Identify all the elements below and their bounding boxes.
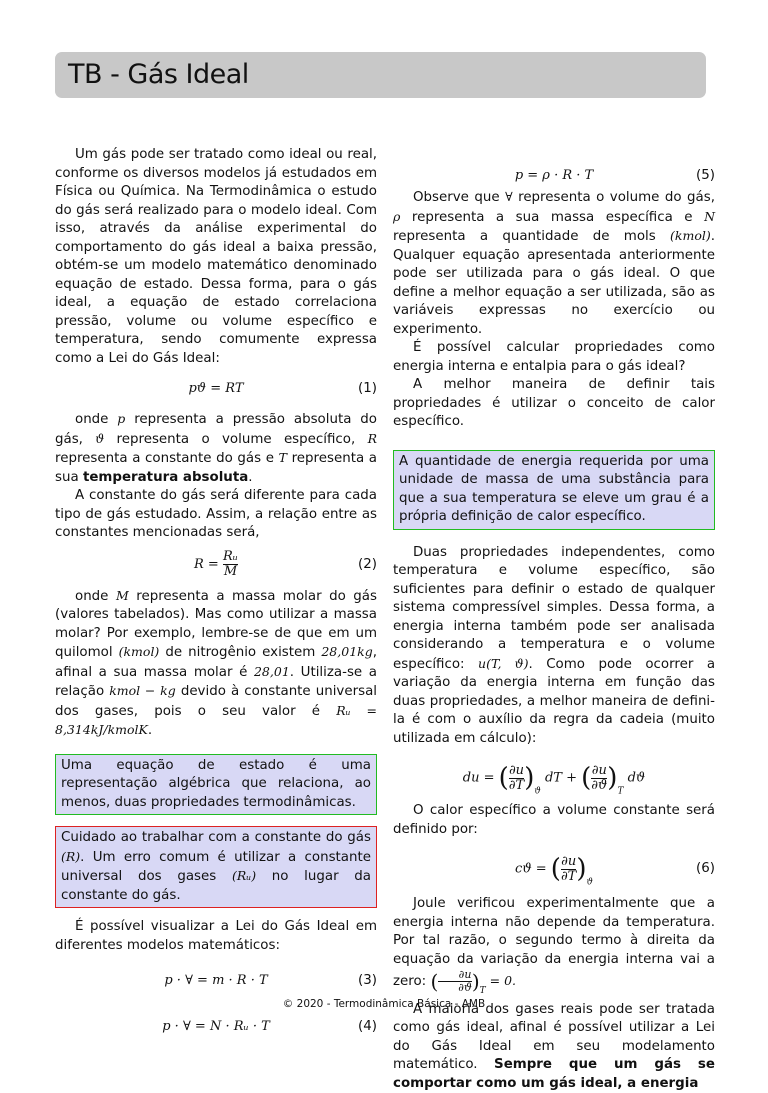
- equation-2: R = $\frac{\text{Rᵤ}}{M}$ (2): [55, 547, 377, 583]
- equation-1: [55, 377, 377, 401]
- definition-box-green: Uma equação de estado é uma representação algébrica que relaciona, ao menos, duas propriedades termodinâmicas.: [55, 754, 377, 816]
- equation-1-formula: pϑ = RT: [188, 381, 243, 396]
- equation-5: p = ρ · R · T (5): [393, 164, 715, 188]
- equation-3: p · ∀ = m · R · T (3): [55, 969, 377, 993]
- variables-paragraph: onde p representa a pressão absoluta do gás, ϑ representa o volume específico, R representa a constante do gás e T representa a sua temperatura absoluta.: [55, 410, 377, 487]
- real-gases-paragraph: A maioria dos gases reais pode ser tratada como gás ideal, afinal é possível utilizar a Lei do Gás Ideal em seu modelamento matemático. Sempre que um gás se comportar como um gás ideal, a energia: [393, 1001, 715, 1093]
- specific-heat-paragraph: A melhor maneira de definir tais propriedades é utilizar o conceito de calor específico.: [393, 376, 715, 432]
- equation-5-number: (5): [696, 164, 715, 188]
- equation-4: p · ∀ = N · Rᵤ · T (4): [55, 1015, 377, 1039]
- intro-paragraph: Um gás pode ser tratado como ideal ou real, conforme os diversos modelos já estudados em Física ou Química. Na Termodinâmica o estudo do gás será realizado para o modelo ideal. Com isso, através da análise experimental do comportamento do gás ideal a baixa pressão, obtém-se um modelo matemático denominado equação de estado. Dessa forma, para o gás ideal, a equação de estado correlaciona pressão, volume ou volume específico e temperatura, sendo comumente expressa como a Lei do Gás Ideal:: [55, 146, 377, 368]
- specific-heat-box-green: A quantidade de energia requerida por uma unidade de massa de uma substância para que a sua temperatura se eleve um grau é a própria definição de calor específico.: [393, 450, 715, 530]
- equation-1-number: (1): [358, 377, 377, 401]
- page-footer: © 2020 - Termodinâmica Básica - AMB: [0, 995, 768, 1014]
- models-paragraph: É possível visualizar a Lei do Gás Ideal em diferentes modelos matemáticos:: [55, 918, 377, 955]
- equation-2-number: (2): [358, 547, 377, 583]
- molar-mass-paragraph: onde M representa a massa molar do gás (valores tabelados). Mas como utilizar a massa molar? Por exemplo, lembre-se de que em um quilomol (kmol) de nitrogênio existem 28,01kg, afinal a sua massa molar é 28,01. Utiliza-se a relação kmol − kg devido à constante universal dos gases, pois o seu valor é Rᵤ = 8,314kJ/kmolK.: [55, 587, 377, 741]
- internal-energy-paragraph: Duas propriedades independentes, como temperatura e volume específico, são suficientes para definir o estado de qualquer sistema compressível simples. Dessa forma, a energia interna também pode ser analisada considerando a temperatura e o volume específico: u(T, ϑ). Como pode ocorrer a variação da energia interna em função das duas propriedades, a melhor maneira de defini-la é com o auxílio da regra da cadeia (muito utilizada em cálculo):: [393, 544, 715, 749]
- cv-paragraph: O calor específico a volume constante será definido por:: [393, 802, 715, 839]
- equation-3-number: (3): [358, 969, 377, 993]
- page-title: TB - Gás Ideal: [68, 59, 249, 90]
- warning-box-red: Cuidado ao trabalhar com a constante do gás (R). Um erro comum é utilizar a constante universal dos gases (Rᵤ) no lugar da constante do gás.: [55, 826, 377, 908]
- equation-du: du = ( $\frac{\partial u}{\partial T}$ )$_ϑ$ dT + ( $\frac{\partial u}{\partial ϑ}$ )$_T$ dϑ: [393, 758, 715, 798]
- observation-paragraph: Observe que ∀ representa o volume do gás, ρ representa a sua massa específica e N representa a quantidade de mols (kmol). Qualquer equação apresentada anteriormente pode ser utilizada para o gás ideal. O que define a melhor equação a ser utilizada, são as variáveis expressas no exercício ou experimento.: [393, 188, 715, 339]
- joule-paragraph: Joule verificou experimentalmente que a energia interna não depende da temperatura. Por tal razão, o segundo termo à direita da equação da variação da energia interna vai a zero: ( $\frac{\partial u}{\partial ϑ}$ )$_T = 0$.: [393, 895, 715, 1001]
- gas-constant-paragraph: A constante do gás será diferente para cada tipo de gás estudado. Assim, a relação entre as constantes mencionadas será,: [55, 487, 377, 543]
- equation-6-number: (6): [696, 849, 715, 889]
- equation-6: cϑ = ( $\frac{\partial u}{\partial T}$ )$_ϑ$ (6): [393, 849, 715, 889]
- title-bar: [55, 52, 706, 98]
- equation-4-number: (4): [358, 1015, 377, 1039]
- left-column: [55, 146, 377, 1039]
- right-column: [393, 164, 715, 1093]
- question-paragraph: É possível calcular propriedades como energia interna e entalpia para o gás ideal?: [393, 339, 715, 376]
